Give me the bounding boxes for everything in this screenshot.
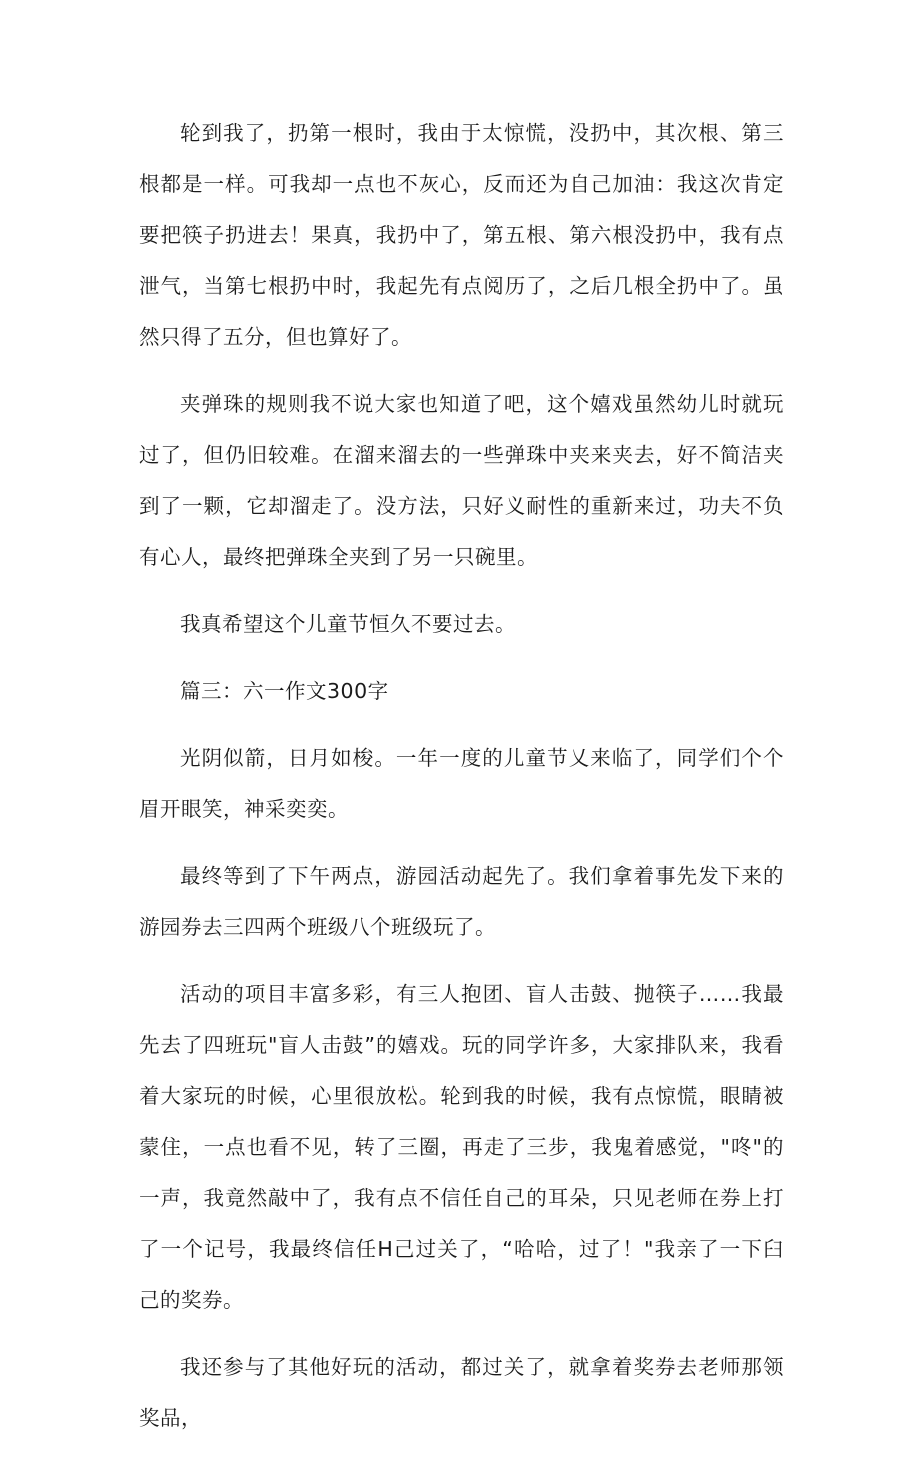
paragraph-prizes: 我还参与了其他好玩的活动，都过关了，就拿着奖券去老师那领奖品，	[139, 1355, 784, 1430]
paragraph-marbles: 夹弹珠的规则我不说大家也知道了吧，这个嬉戏虽然幼儿时就玩过了，但仍旧较难。在溜来溜去的一些弹珠中夹来夹去，好不简洁夹到了一颗，它却溜走了。没方法，只好义耐性的重新来过，功夫不负有心人，最终把弹珠全夹到了另一只碗里。	[139, 392, 784, 569]
paragraph-throwing-chopsticks: 轮到我了，扔第一根时，我由于太惊慌，没扔中，其次根、第三根都是一样。可我却一点也不灰心，反而还为自己加油：我这次肯定要把筷子扔进去！果真，我扔中了，第五根、第六根没扔中，我有点泄气，当第七根扔中时，我起先有点阅历了，之后几根全扔中了。虽然只得了五分，但也算好了。	[139, 121, 784, 349]
section-heading: 篇三：六一作文300字	[180, 679, 389, 703]
paragraph-garden-party: 最终等到了下午两点，游园活动起先了。我们拿着事先发下来的游园券去三四两个班级八个班级玩了。	[139, 864, 784, 939]
paragraph-intro: 光阴似箭，日月如梭。一年一度的儿童节乂来临了，同学们个个眉开眼笑，神采奕奕。	[139, 746, 784, 821]
paragraph-wish: 我真希望这个儿童节恒久不要过去。	[180, 612, 516, 636]
paragraph-blind-drum: 活动的项目丰富多彩，有三人抱团、盲人击鼓、抛筷子……我最先去了四班玩"盲人击鼓”的嬉戏。玩的同学许多，大家排队来，我看着大家玩的时候，心里很放松。轮到我的时候，我有点惊慌，眼睛被蒙住，一点也看不见，转了三圈，再走了三步，我鬼着感觉，"咚"的一声，我竟然敲中了，我有点不信任自己的耳朵，只见老师在券上打了一个记号，我最终信任H己过关了，“哈哈，过了！"我亲了一下臼己的奖券。	[139, 982, 784, 1312]
essay-body	[139, 108, 784, 1460]
